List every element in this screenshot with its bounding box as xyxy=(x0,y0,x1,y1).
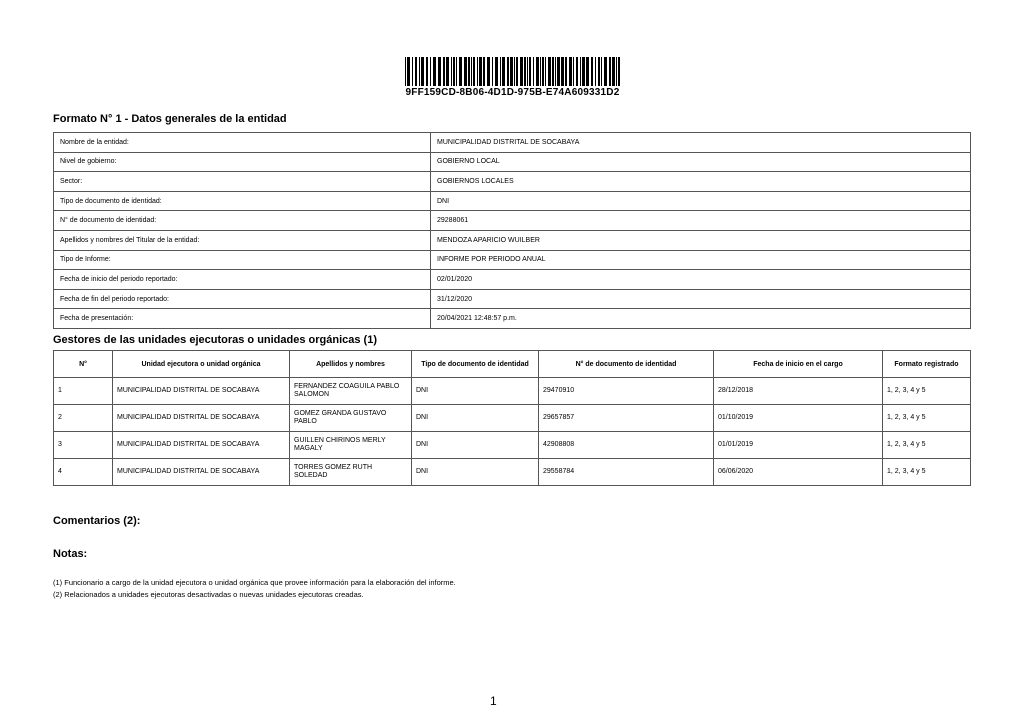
field-label: Fecha de fin del periodo reportado: xyxy=(54,289,431,309)
column-header: N° de documento de identidad xyxy=(539,351,714,378)
table-row xyxy=(54,459,971,486)
cell-num-doc: 29470910 xyxy=(539,378,714,405)
field-label: Tipo de Informe: xyxy=(54,250,431,270)
column-header: N° xyxy=(54,351,113,378)
field-value: GOBIERNO LOCAL xyxy=(431,152,971,172)
cell-tipo-doc: DNI xyxy=(412,405,539,432)
field-label: Tipo de documento de identidad: xyxy=(54,191,431,211)
column-header: Formato registrado xyxy=(883,351,971,378)
field-label: Fecha de inicio del periodo reportado: xyxy=(54,270,431,290)
table-row xyxy=(54,405,971,432)
table-row xyxy=(54,191,971,211)
table-row xyxy=(54,230,971,250)
cell-formato: 1, 2, 3, 4 y 5 xyxy=(883,459,971,486)
field-label: Nivel de gobierno: xyxy=(54,152,431,172)
cell-nombres: GUILLEN CHIRINOS MERLY MAGALY xyxy=(290,432,412,459)
page-number: 1 xyxy=(490,694,497,708)
field-value: INFORME POR PERIODO ANUAL xyxy=(431,250,971,270)
field-label: Nombre de la entidad: xyxy=(54,133,431,153)
field-label: Fecha de presentación: xyxy=(54,309,431,329)
field-label: Apellidos y nombres del Titular de la entidad: xyxy=(54,230,431,250)
table-header-row xyxy=(54,351,971,378)
table-row xyxy=(54,211,971,231)
cell-formato: 1, 2, 3, 4 y 5 xyxy=(883,405,971,432)
column-header: Apellidos y nombres xyxy=(290,351,412,378)
cell-fecha: 28/12/2018 xyxy=(714,378,883,405)
table-row xyxy=(54,172,971,192)
table-row xyxy=(54,378,971,405)
cell-number: 1 xyxy=(54,378,113,405)
table-row xyxy=(54,133,971,153)
cell-num-doc: 29657857 xyxy=(539,405,714,432)
cell-tipo-doc: DNI xyxy=(412,378,539,405)
column-header: Unidad ejecutora o unidad orgánica xyxy=(113,351,290,378)
field-value: DNI xyxy=(431,191,971,211)
field-value: MENDOZA APARICIO WUILBER xyxy=(431,230,971,250)
cell-number: 3 xyxy=(54,432,113,459)
field-value: MUNICIPALIDAD DISTRITAL DE SOCABAYA xyxy=(431,133,971,153)
note-item: (1) Funcionario a cargo de la unidad ejecutora o unidad orgánica que provee información para la elaboración del informe. xyxy=(53,578,456,587)
table-row xyxy=(54,309,971,329)
cell-unidad: MUNICIPALIDAD DISTRITAL DE SOCABAYA xyxy=(113,432,290,459)
cell-fecha: 01/01/2019 xyxy=(714,432,883,459)
cell-unidad: MUNICIPALIDAD DISTRITAL DE SOCABAYA xyxy=(113,378,290,405)
field-value: 29288061 xyxy=(431,211,971,231)
table-row xyxy=(54,270,971,290)
cell-nombres: FERNANDEZ COAGUILA PABLO SALOMON xyxy=(290,378,412,405)
barcode-code: 9FF159CD-8B06-4D1D-975B-E74A609331D2 xyxy=(405,87,620,98)
cell-tipo-doc: DNI xyxy=(412,432,539,459)
field-value: 31/12/2020 xyxy=(431,289,971,309)
cell-num-doc: 42908808 xyxy=(539,432,714,459)
field-value: GOBIERNOS LOCALES xyxy=(431,172,971,192)
general-data-table xyxy=(53,132,971,329)
note-item: (2) Relacionados a unidades ejecutoras desactivadas o nuevas unidades ejecutoras creadas. xyxy=(53,590,364,599)
barcode-image xyxy=(405,57,620,86)
barcode xyxy=(405,57,620,98)
column-header: Fecha de inicio en el cargo xyxy=(714,351,883,378)
cell-unidad: MUNICIPALIDAD DISTRITAL DE SOCABAYA xyxy=(113,405,290,432)
formato-title: Formato N° 1 - Datos generales de la entidad xyxy=(53,113,287,125)
table-row xyxy=(54,250,971,270)
cell-number: 2 xyxy=(54,405,113,432)
cell-num-doc: 29558784 xyxy=(539,459,714,486)
cell-fecha: 01/10/2019 xyxy=(714,405,883,432)
cell-nombres: GOMEZ GRANDA GUSTAVO PABLO xyxy=(290,405,412,432)
cell-number: 4 xyxy=(54,459,113,486)
cell-formato: 1, 2, 3, 4 y 5 xyxy=(883,432,971,459)
table-row xyxy=(54,152,971,172)
cell-tipo-doc: DNI xyxy=(412,459,539,486)
cell-unidad: MUNICIPALIDAD DISTRITAL DE SOCABAYA xyxy=(113,459,290,486)
cell-fecha: 06/06/2020 xyxy=(714,459,883,486)
column-header: Tipo de documento de identidad xyxy=(412,351,539,378)
gestores-table xyxy=(53,350,971,486)
comentarios-title: Comentarios (2): xyxy=(53,515,141,527)
notas-title: Notas: xyxy=(53,548,88,560)
table-row xyxy=(54,289,971,309)
table-row xyxy=(54,432,971,459)
gestores-title: Gestores de las unidades ejecutoras o unidades orgánicas (1) xyxy=(53,334,377,346)
field-value: 20/04/2021 12:48:57 p.m. xyxy=(431,309,971,329)
field-label: Sector: xyxy=(54,172,431,192)
cell-nombres: TORRES GOMEZ RUTH SOLEDAD xyxy=(290,459,412,486)
field-value: 02/01/2020 xyxy=(431,270,971,290)
field-label: N° de documento de identidad: xyxy=(54,211,431,231)
cell-formato: 1, 2, 3, 4 y 5 xyxy=(883,378,971,405)
notes-list xyxy=(53,577,456,601)
